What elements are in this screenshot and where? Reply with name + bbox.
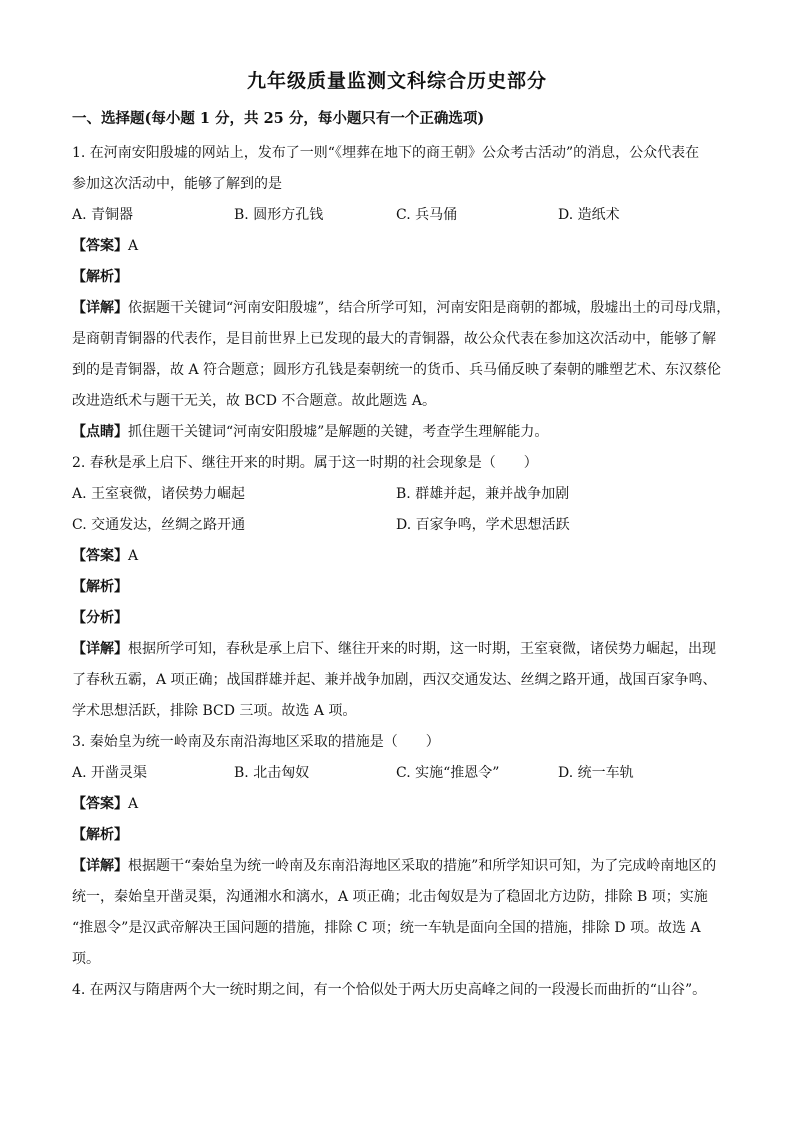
q2-stem: 2. 春秋是承上启下、继往开来的时期。属于这一时期的社会现象是（ ） <box>72 455 538 471</box>
q2-fenxi-label: 【分析】 <box>72 610 128 626</box>
q2-analysis-label: 【解析】 <box>72 579 128 595</box>
q1-options <box>72 200 722 231</box>
q3-answer-label: 【答案】 <box>72 796 128 812</box>
q1-analysis-label: 【解析】 <box>72 269 128 285</box>
q2-answer <box>72 541 722 572</box>
q2-options-row-1 <box>72 479 722 510</box>
q3-option-d: D. 统一车轨 <box>558 765 634 781</box>
document-page <box>72 66 731 1006</box>
q1-answer-label: 【答案】 <box>72 238 128 254</box>
q1-remark-text: 抓住题干关键词“河南安阳殷墟”是解题的关键，考查学生理解能力。 <box>128 424 549 440</box>
q3-detail-text-1: 根据题干“秦始皇为统一岭南及东南沿海地区采取的措施”和所学知识可知，为了完成岭南地区的 <box>128 858 717 874</box>
q3-stem: 3. 秦始皇为统一岭南及东南沿海地区采取的措施是（ ） <box>72 734 440 750</box>
q1-detail-line-1 <box>72 293 731 324</box>
q2-detail-line-1 <box>72 634 722 665</box>
q2-detail-line-3: 学术思想活跃，排除 BCD 三项。故选 A 项。 <box>72 703 357 719</box>
q1-detail-line-4: 改进造纸术与题干无关，故 BCD 不合题意。故此题选 A。 <box>72 393 436 409</box>
q3-answer <box>72 789 722 820</box>
q3-detail-line-2: 统一，秦始皇开凿灵渠，沟通湘水和漓水，A 项正确；北击匈奴是为了稳固北方边防，排除 B 项；实施 <box>72 889 708 905</box>
q1-answer <box>72 231 722 262</box>
q2-detail-text-1: 根据所学可知，春秋是承上启下、继往开来的时期，这一时期，王室衰微，诸侯势力崛起，出现 <box>128 641 716 657</box>
q1-option-c: C. 兵马俑 <box>396 207 458 223</box>
q1-detail-label: 【详解】 <box>72 300 128 316</box>
q1-option-d: D. 造纸术 <box>558 207 620 223</box>
q1-detail-text-1: 依据题干关键词“河南安阳殷墟”，结合所学可知，河南安阳是商朝的都城，殷墟出土的司母戊鼎， <box>128 300 731 316</box>
q3-options <box>72 758 722 789</box>
q1-remark <box>72 417 722 448</box>
q3-option-b: B. 北击匈奴 <box>234 765 310 781</box>
q2-option-d: D. 百家争鸣，学术思想活跃 <box>396 517 570 533</box>
q2-option-a: A. 王室衰微，诸侯势力崛起 <box>72 486 246 502</box>
q2-detail-line-2: 了春秋五霸，A 项正确；战国群雄并起、兼并战争加剧，西汉交通发达、丝绸之路开通，战国百家争鸣、 <box>72 672 717 688</box>
section-heading: 一、选择题(每小题 1 分，共 25 分，每小题只有一个正确选项) <box>72 110 485 127</box>
q3-detail-line-3: “推恩令”是汉武帝解决王国问题的措施，排除 C 项；统一车轨是面向全国的措施，排除 D 项。故选 A <box>72 920 701 936</box>
q3-option-c: C. 实施“推恩令” <box>396 765 500 781</box>
q1-detail-line-3: 到的是青铜器，故 A 符合题意；圆形方孔钱是秦朝统一的货币、兵马俑反映了秦朝的雕塑艺术、东汉蔡伦 <box>72 362 722 378</box>
q1-detail-line-2: 是商朝青铜器的代表作，是目前世界上已发现的最大的青铜器，故公众代表在参加这次活动中，能够了解 <box>72 331 716 347</box>
q2-option-c: C. 交通发达，丝绸之路开通 <box>72 517 246 533</box>
q3-detail-line-4: 项。 <box>72 951 100 967</box>
q1-stem-line-2: 参加这次活动中，能够了解到的是 <box>72 176 282 192</box>
q2-options-row-2 <box>72 510 722 541</box>
q2-option-b: B. 群雄并起，兼并战争加剧 <box>396 486 570 502</box>
q3-analysis-label: 【解析】 <box>72 827 128 843</box>
q3-option-a: A. 开凿灵渠 <box>72 765 148 781</box>
q1-option-b: B. 圆形方孔钱 <box>234 207 324 223</box>
q1-option-a: A. 青铜器 <box>72 207 134 223</box>
q2-detail-label: 【详解】 <box>72 641 128 657</box>
q3-detail-line-1 <box>72 851 722 882</box>
page-title: 九年级质量监测文科综合历史部分 <box>246 70 547 92</box>
q1-answer-value: A <box>128 238 139 254</box>
q3-answer-value: A <box>128 796 139 812</box>
q4-stem: 4. 在两汉与隋唐两个大一统时期之间，有一个恰似处于两大历史高峰之间的一段漫长而曲折的“山谷”。 <box>72 982 707 998</box>
q2-answer-label: 【答案】 <box>72 548 128 564</box>
q2-answer-value: A <box>128 548 139 564</box>
q1-stem-line-1: 1. 在河南安阳殷墟的网站上，发布了一则“《埋葬在地下的商王朝》公众考古活动”的消息，公众代表在 <box>72 145 700 161</box>
q1-remark-label: 【点睛】 <box>72 424 128 440</box>
q3-detail-label: 【详解】 <box>72 858 128 874</box>
